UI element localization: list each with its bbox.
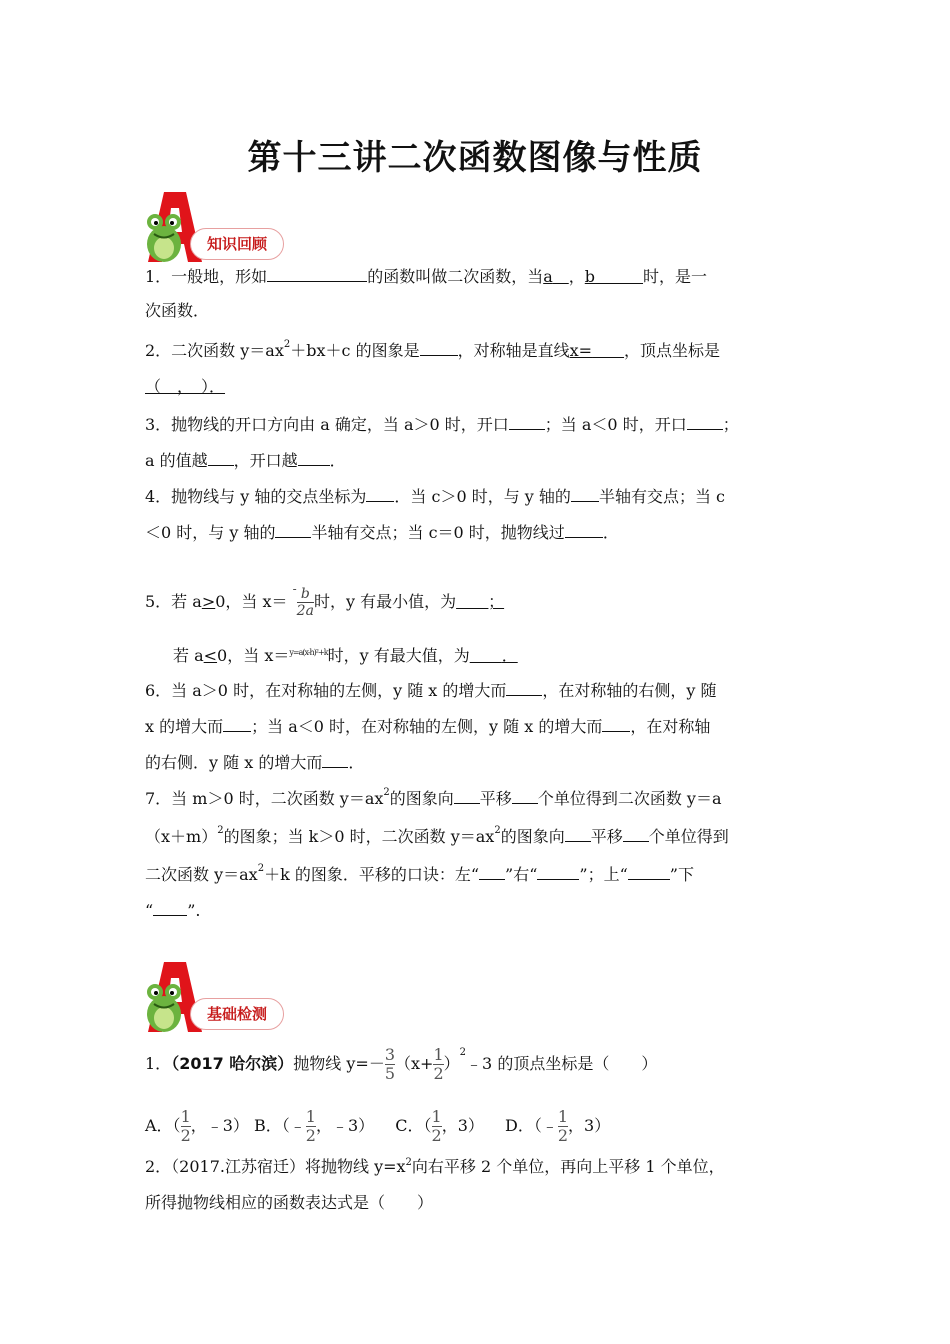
text: ．	[501, 646, 518, 665]
answer-blank	[298, 448, 330, 466]
answer-blank	[506, 678, 542, 696]
review-item-2-cont	[145, 376, 225, 398]
review-item-7	[145, 786, 721, 810]
text: ．	[329, 451, 346, 470]
answer-blank	[565, 824, 591, 842]
text: ﹣3 的顶点坐标是（ ）	[466, 1054, 658, 1073]
answer-blank	[275, 520, 311, 538]
answer-blank	[420, 338, 458, 356]
text: （x+	[395, 1054, 434, 1073]
text: ，对称轴是直线	[457, 341, 570, 360]
answer-blank	[366, 484, 394, 502]
text: 平移	[479, 789, 512, 808]
text: b	[584, 267, 596, 286]
text: <	[203, 646, 218, 665]
text: 3．抛物线的开口方向由 a 确定，当 a＞0 时，开口	[145, 415, 509, 434]
text: ．当 c＞0 时，与 y 轴的	[394, 487, 571, 506]
text: 所得抛物线相应的函数表达式是（ ）	[145, 1193, 434, 1212]
text: （x＋m）	[145, 827, 218, 846]
answer-blank	[454, 786, 480, 804]
text: 7．当 m＞0 时，二次函数 y＝ax	[145, 789, 384, 808]
text: 时，是一	[643, 267, 708, 286]
page-title: 第十三讲二次函数图像与性质	[247, 138, 703, 178]
superscript: 2	[217, 825, 224, 836]
superscript: 2	[494, 825, 501, 836]
text: ＜0 时，与 y 轴的	[145, 523, 276, 542]
fraction-one-half: $\frac{1}{2}$	[180, 1107, 191, 1145]
section-badge-basic	[140, 962, 300, 1040]
option-b[interactable]: B．（﹣ $\frac{1}{2}$ ，﹣3）	[254, 1107, 375, 1145]
section-badge-review	[140, 192, 300, 270]
text: 的图象；当 k＞0 时，二次函数 y＝ax	[223, 827, 495, 846]
answer-blank	[537, 862, 579, 880]
text: ，在对称轴的右侧，y 随	[542, 681, 717, 700]
source-tag: （2017 哈尔滨）	[171, 1054, 294, 1073]
text: （ ， ）．	[145, 377, 226, 396]
text: ”右“	[505, 865, 538, 884]
superscript: 2	[283, 339, 291, 350]
review-item-5	[145, 578, 504, 619]
option-a[interactable]: A．（ $\frac{1}{2}$ ，﹣3）	[145, 1107, 249, 1145]
fraction-three-fifths: $\frac{3}{5}$	[384, 1045, 396, 1083]
text: ，开口越	[233, 451, 298, 470]
text: ）	[443, 1054, 460, 1073]
text: ，顶点坐标是	[624, 341, 721, 360]
review-item-7-cont2	[145, 862, 694, 886]
answer-blank	[267, 264, 367, 282]
text: 抛物线 y=－	[293, 1054, 385, 1073]
fraction-one-half: $\frac{1}{2}$	[305, 1107, 316, 1145]
text: 0，当 x＝	[217, 646, 290, 665]
text: 个单位得到	[648, 827, 729, 846]
text: 的图象向	[389, 789, 454, 808]
answer-blank	[571, 484, 599, 502]
text: ；	[722, 415, 739, 434]
review-item-3-cont	[145, 448, 346, 472]
answer-blank	[208, 448, 234, 466]
text: ；	[488, 592, 505, 611]
review-item-3	[145, 412, 739, 436]
text: 的图象向	[500, 827, 565, 846]
answer-blank	[687, 412, 723, 430]
text: a 的值越	[145, 451, 208, 470]
superscript: 2	[405, 1157, 412, 1168]
review-item-6	[145, 678, 717, 702]
frog-mascot-icon	[142, 978, 188, 1034]
superscript: 2	[383, 787, 390, 798]
formula-image: y=a(x-h)²+k	[289, 648, 328, 657]
review-item-2	[145, 338, 720, 362]
text: ，	[568, 267, 585, 286]
review-item-4	[145, 484, 725, 508]
review-item-4-cont	[145, 520, 619, 544]
text: 5．若 a	[145, 592, 202, 611]
review-item-7-cont	[145, 824, 729, 848]
text: 次函数．	[145, 301, 210, 320]
text: 的函数叫做二次函数，当	[367, 267, 544, 286]
text: 1．	[145, 1054, 172, 1073]
fraction-one-half: $\frac{1}{2}$	[557, 1107, 569, 1145]
answer-blank	[509, 412, 545, 430]
review-item-6-cont2	[145, 750, 364, 774]
text: ；当 a＜0 时，开口	[544, 415, 687, 434]
text: 2．（2017.江苏宿迁）将抛物线 y=x	[145, 1157, 406, 1176]
text: ”.	[187, 901, 201, 920]
text: 若 a	[173, 646, 204, 665]
text: ；当 a＜0 时，在对称轴的左侧，y 随 x 的增大而	[251, 717, 603, 736]
text: ＋bx＋c 的图象是	[290, 341, 420, 360]
text: “	[145, 901, 154, 920]
fraction-one-half: $\frac{1}{2}$	[433, 1045, 444, 1083]
text: x=	[569, 341, 593, 360]
answer-blank	[623, 824, 649, 842]
text: >	[201, 592, 216, 611]
text: ．	[348, 753, 365, 772]
question-2-cont	[145, 1192, 433, 1214]
text: ．	[602, 523, 619, 542]
answer-blank	[223, 714, 251, 732]
fraction-b-over-2a: $\frac{b}{2a}$	[296, 586, 314, 619]
text: 6．当 a＞0 时，在对称轴的左侧，y 随 x 的增大而	[145, 681, 507, 700]
answer-blank	[602, 714, 630, 732]
text: 半轴有交点；当 c＝0 时，抛物线过	[311, 523, 565, 542]
text: ，在对称轴	[630, 717, 711, 736]
minus-sign: -	[292, 582, 297, 596]
text: 平移	[590, 827, 623, 846]
question-1	[145, 1046, 657, 1083]
text: 时，y 有最大值，为	[327, 646, 470, 665]
frog-mascot-icon	[142, 208, 188, 264]
review-item-7-cont3	[145, 898, 200, 922]
text: 2．二次函数 y＝ax	[145, 341, 284, 360]
text: 向右平移 2 个单位，再向上平移 1 个单位，	[411, 1157, 725, 1176]
answer-blank	[479, 862, 505, 880]
answer-blank	[565, 520, 603, 538]
text: a	[543, 267, 553, 286]
text: 时，y 有最小值，为	[313, 592, 457, 611]
option-d[interactable]: D．（﹣ $\frac{1}{2}$ ，3）	[504, 1107, 611, 1145]
answer-blank	[628, 862, 670, 880]
superscript: 2	[257, 863, 265, 874]
answer-blank	[322, 750, 348, 768]
text: 个单位得到二次函数 y＝a	[537, 789, 722, 808]
review-item-5-cont	[173, 642, 518, 667]
text: 1．一般地，形如	[145, 267, 268, 286]
review-item-1	[145, 264, 707, 288]
text: ”下	[669, 865, 694, 884]
answer-blank	[153, 898, 187, 916]
text: 二次函数 y＝ax	[145, 865, 258, 884]
text: ＋k 的图象．平移的口诀：左“	[264, 865, 480, 884]
text: 半轴有交点；当 c	[598, 487, 725, 506]
section-label: 基础检测	[190, 998, 284, 1030]
section-label: 知识回顾	[190, 228, 284, 260]
review-item-6-cont	[145, 714, 710, 738]
answer-blank	[512, 786, 538, 804]
text: ”；上“	[579, 865, 628, 884]
text: 的右侧．y 随 x 的增大而	[145, 753, 323, 772]
text: x 的增大而	[145, 717, 224, 736]
text: 4．抛物线与 y 轴的交点坐标为	[145, 487, 367, 506]
question-2	[145, 1156, 725, 1178]
superscript: 2	[459, 1047, 467, 1058]
text: 0，当 x＝	[215, 592, 288, 611]
review-item-1-cont	[145, 300, 209, 322]
option-c[interactable]: C．（ $\frac{1}{2}$ ，3）	[395, 1107, 484, 1145]
fraction-one-half: $\frac{1}{2}$	[431, 1107, 442, 1145]
question-1-options	[145, 1108, 610, 1145]
